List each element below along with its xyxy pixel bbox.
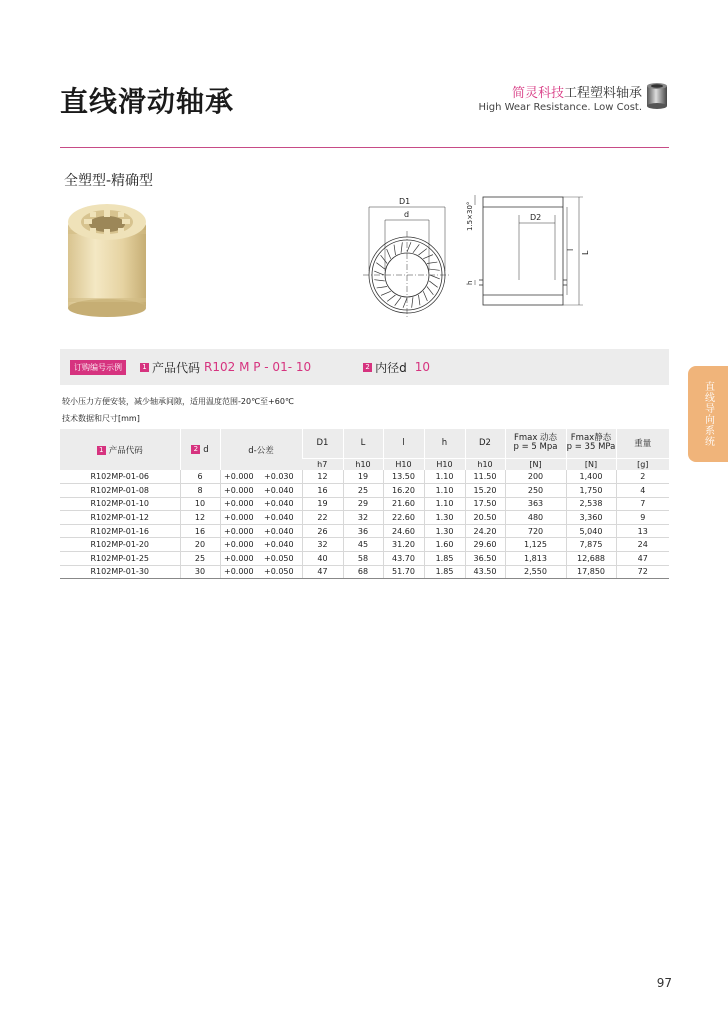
bearing-logo-icon — [646, 82, 668, 110]
cell-D2: 15.20 — [465, 484, 505, 498]
table-row — [60, 470, 669, 484]
cell-tol — [220, 565, 302, 579]
table-row — [60, 552, 669, 566]
cell-tol-max: +0.050 — [264, 567, 294, 577]
cell-fdyn: 200 — [505, 470, 566, 484]
cell-code: R102MP-01-25 — [60, 552, 180, 566]
order-badge-1: 1 — [140, 363, 149, 372]
cell-d: 6 — [180, 470, 220, 484]
cell-tol-min: +0.000 — [224, 567, 254, 577]
cell-L: 32 — [343, 511, 383, 525]
cell-weight: 72 — [616, 565, 669, 579]
cell-d: 25 — [180, 552, 220, 566]
cell-D1: 16 — [302, 484, 343, 498]
cell-h: 1.30 — [424, 524, 465, 538]
cell-D2: 20.50 — [465, 511, 505, 525]
cell-fstat: 2,538 — [566, 497, 616, 511]
order-example-bar — [60, 349, 669, 385]
cell-fstat: 12,688 — [566, 552, 616, 566]
col-l-unit: H10 — [383, 458, 424, 470]
cell-weight: 7 — [616, 497, 669, 511]
cell-fdyn: 363 — [505, 497, 566, 511]
cell-tol-max: +0.040 — [264, 513, 294, 523]
cell-code: R102MP-01-08 — [60, 484, 180, 498]
cell-weight: 13 — [616, 524, 669, 538]
order-code-label: 产品代码 — [152, 360, 201, 375]
cell-D2: 36.50 — [465, 552, 505, 566]
brand-suffix: 工程塑料轴承 — [563, 86, 642, 101]
col-h-unit: H10 — [424, 458, 465, 470]
cell-tol-min: +0.000 — [224, 526, 254, 536]
cell-d: 16 — [180, 524, 220, 538]
brand-block — [478, 82, 642, 113]
cell-weight: 9 — [616, 511, 669, 525]
cell-tol-min: +0.000 — [224, 485, 254, 495]
cell-tol — [220, 511, 302, 525]
col-fstat-header — [566, 429, 616, 458]
col-fstat-unit: [N] — [566, 458, 616, 470]
cell-l: 51.70 — [383, 565, 424, 579]
table-row — [60, 524, 669, 538]
cell-fdyn: 1,813 — [505, 552, 566, 566]
col-code-label: 产品代码 — [108, 445, 143, 456]
cell-fstat: 17,850 — [566, 565, 616, 579]
cell-tol-max: +0.040 — [264, 499, 294, 509]
cell-tol-min: +0.000 — [224, 472, 254, 482]
cell-weight: 47 — [616, 552, 669, 566]
product-subtitle: 全塑型-精确型 — [64, 173, 154, 189]
col-d2-header: D2 — [465, 429, 505, 458]
cell-fdyn: 250 — [505, 484, 566, 498]
col-tol-header: d-公差 — [220, 429, 302, 470]
cell-D1: 22 — [302, 511, 343, 525]
cell-tol — [220, 470, 302, 484]
cell-weight: 24 — [616, 538, 669, 552]
side-tab-linear-guide[interactable]: 直线导向系统 — [688, 366, 728, 462]
cell-D1: 19 — [302, 497, 343, 511]
cell-l: 16.20 — [383, 484, 424, 498]
table-row — [60, 538, 669, 552]
specs-table — [60, 429, 669, 579]
cell-L: 25 — [343, 484, 383, 498]
cell-fstat: 1,400 — [566, 470, 616, 484]
usage-note: 较小压力方便安装，减少轴承间隙，适用温度范围-20℃至+60℃ — [62, 397, 294, 406]
cell-h: 1.85 — [424, 565, 465, 579]
order-code-value: R102 M P - 01- 10 — [204, 360, 312, 374]
cell-d: 12 — [180, 511, 220, 525]
cell-l: 24.60 — [383, 524, 424, 538]
cell-tol-min: +0.000 — [224, 513, 254, 523]
cell-fstat: 7,875 — [566, 538, 616, 552]
cell-h: 1.85 — [424, 552, 465, 566]
col-d2-unit: h10 — [465, 458, 505, 470]
cell-d: 10 — [180, 497, 220, 511]
table-header-row — [60, 429, 669, 458]
cell-h: 1.30 — [424, 511, 465, 525]
brand-tagline: High Wear Resistance. Low Cost. — [478, 102, 642, 113]
cell-tol — [220, 538, 302, 552]
table-row — [60, 511, 669, 525]
brand-name: 简灵科技 — [511, 86, 564, 101]
order-diameter-label: 内径d — [375, 360, 407, 375]
cell-code: R102MP-01-06 — [60, 470, 180, 484]
cell-L: 29 — [343, 497, 383, 511]
cell-tol-max: +0.030 — [264, 472, 294, 482]
cell-code: R102MP-01-20 — [60, 538, 180, 552]
col-fstat-line1: Fmax静态 — [570, 433, 612, 444]
cell-D2: 11.50 — [465, 470, 505, 484]
drawing-label-l-lower: l — [566, 248, 575, 251]
col-code-badge: 1 — [97, 446, 106, 455]
cell-D2: 17.50 — [465, 497, 505, 511]
cell-fstat: 3,360 — [566, 511, 616, 525]
table-body — [60, 470, 669, 579]
cell-tol-max: +0.040 — [264, 526, 294, 536]
col-d1-unit: h7 — [302, 458, 343, 470]
col-fdyn-unit: [N] — [505, 458, 566, 470]
title-divider — [60, 147, 669, 148]
bearing-technical-drawing — [355, 185, 605, 325]
col-h-header: h — [424, 429, 465, 458]
cell-D2: 43.50 — [465, 565, 505, 579]
cell-code: R102MP-01-16 — [60, 524, 180, 538]
cell-h: 1.60 — [424, 538, 465, 552]
cell-fstat: 5,040 — [566, 524, 616, 538]
cell-l: 22.60 — [383, 511, 424, 525]
drawing-label-l-upper: L — [581, 250, 590, 255]
cell-fstat: 1,750 — [566, 484, 616, 498]
col-fdyn-header — [505, 429, 566, 458]
brand-name-line — [478, 82, 642, 101]
cell-code: R102MP-01-12 — [60, 511, 180, 525]
col-weight-header: 重量 — [616, 429, 669, 458]
cell-l: 43.70 — [383, 552, 424, 566]
drawing-label-d: d — [404, 210, 410, 219]
cell-fdyn: 1,125 — [505, 538, 566, 552]
order-badge-2: 2 — [363, 363, 372, 372]
cell-D2: 29.60 — [465, 538, 505, 552]
cell-D2: 24.20 — [465, 524, 505, 538]
cell-tol-max: +0.040 — [264, 485, 294, 495]
cell-L: 68 — [343, 565, 383, 579]
order-example-tag: 订购编号示例 — [70, 360, 126, 375]
drawing-label-chamfer: 1.5×30° — [466, 201, 474, 231]
col-d1-header: D1 — [302, 429, 343, 458]
page-number: 97 — [656, 976, 672, 990]
table-caption: 技术数据和尺寸[mm] — [62, 414, 140, 423]
cell-D1: 32 — [302, 538, 343, 552]
cell-tol-max: +0.040 — [264, 540, 294, 550]
cell-tol — [220, 524, 302, 538]
drawing-label-d2: D2 — [530, 213, 542, 222]
cell-D1: 12 — [302, 470, 343, 484]
cell-tol-min: +0.000 — [224, 540, 254, 550]
bearing-product-photo — [62, 200, 152, 320]
col-d-badge: 2 — [191, 445, 200, 454]
cell-h: 1.10 — [424, 484, 465, 498]
cell-code: R102MP-01-30 — [60, 565, 180, 579]
cell-tol — [220, 552, 302, 566]
col-weight-unit: [g] — [616, 458, 669, 470]
drawing-label-h: h — [466, 280, 474, 285]
table-row — [60, 484, 669, 498]
cell-weight: 2 — [616, 470, 669, 484]
cell-D1: 26 — [302, 524, 343, 538]
cell-L: 45 — [343, 538, 383, 552]
cell-D1: 47 — [302, 565, 343, 579]
cell-D1: 40 — [302, 552, 343, 566]
col-L-unit: h10 — [343, 458, 383, 470]
cell-d: 30 — [180, 565, 220, 579]
col-d-header — [180, 429, 220, 470]
cell-l: 13.50 — [383, 470, 424, 484]
cell-tol — [220, 497, 302, 511]
cell-tol-min: +0.000 — [224, 499, 254, 509]
page-title: 直线滑动轴承 — [60, 85, 235, 118]
col-L-header: L — [343, 429, 383, 458]
col-d-label: d — [203, 444, 209, 455]
cell-weight: 4 — [616, 484, 669, 498]
col-fdyn-line1: Fmax 动态 — [513, 433, 558, 444]
col-fdyn-line2: p = 5 Mpa — [513, 442, 558, 453]
col-l-header: l — [383, 429, 424, 458]
cell-l: 31.20 — [383, 538, 424, 552]
cell-d: 20 — [180, 538, 220, 552]
cell-code: R102MP-01-10 — [60, 497, 180, 511]
cell-tol-max: +0.050 — [264, 553, 294, 563]
col-code-header — [60, 429, 180, 470]
cell-l: 21.60 — [383, 497, 424, 511]
cell-L: 58 — [343, 552, 383, 566]
cell-fdyn: 480 — [505, 511, 566, 525]
table-row — [60, 565, 669, 579]
col-fstat-line2: p = 35 MPa — [566, 442, 616, 453]
cell-h: 1.10 — [424, 497, 465, 511]
cell-tol — [220, 484, 302, 498]
cell-L: 19 — [343, 470, 383, 484]
cell-h: 1.10 — [424, 470, 465, 484]
table-row — [60, 497, 669, 511]
cell-L: 36 — [343, 524, 383, 538]
cell-fdyn: 2,550 — [505, 565, 566, 579]
cell-tol-min: +0.000 — [224, 553, 254, 563]
drawing-label-d1: D1 — [399, 197, 411, 206]
cell-fdyn: 720 — [505, 524, 566, 538]
cell-d: 8 — [180, 484, 220, 498]
order-diameter-value: 10 — [414, 360, 431, 374]
